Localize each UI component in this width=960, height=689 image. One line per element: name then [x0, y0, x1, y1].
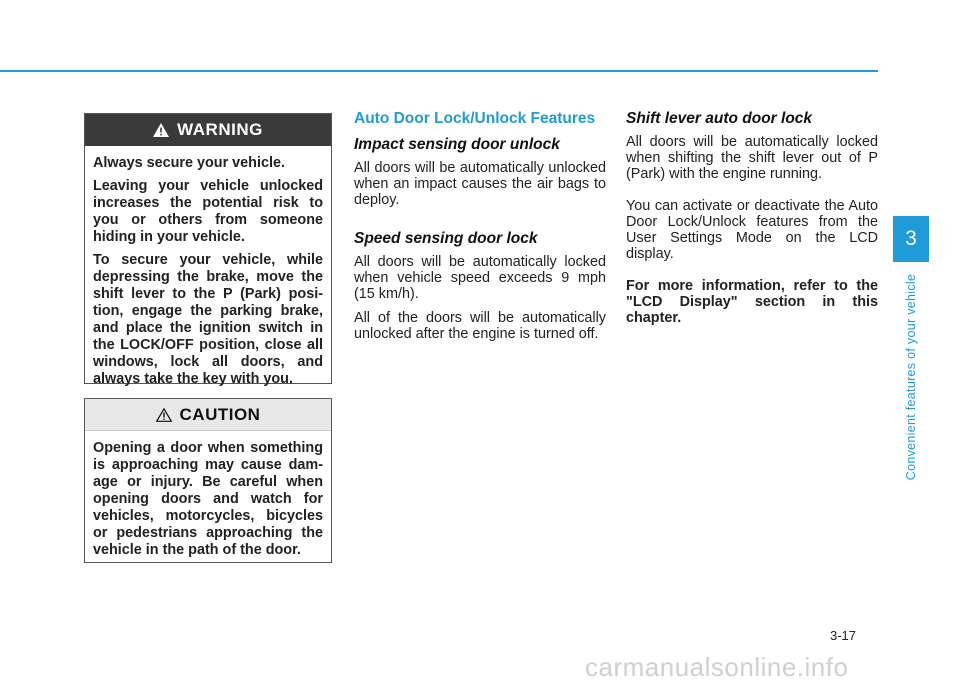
caution-paragraph: Opening a door when something is approaching may cause dam-age or injury. Be careful when opening doors and watch for vehicles, motorcycles, bicycles or pedestrians approaching the vehicle in the path of the door. — [93, 440, 323, 558]
caution-box — [84, 398, 332, 563]
warning-paragraph: Leaving your vehicle unlocked increases the potential risk to you or others from someone hiding in your vehicle. — [93, 178, 323, 245]
shift-text-1: All doors will be automatically locked when shifting the shift lever out of P (Park) with the engine running. — [626, 134, 878, 182]
chapter-tab: 3 — [893, 216, 929, 262]
speed-text-1: All doors will be automatically locked when vehicle speed exceeds 9 mph (15 km/h). — [354, 254, 606, 302]
impact-text: All doors will be automatically unlocked when an impact causes the air bags to deploy. — [354, 160, 606, 208]
shift-heading: Shift lever auto door lock — [626, 110, 813, 127]
warning-title: WARNING — [177, 120, 263, 139]
shift-text-3: For more information, refer to the "LCD Display" section in this chapter. — [626, 278, 878, 326]
shift-text-2: You can activate or deactivate the Auto Door Lock/Unlock features from the User Settings Mode on the LCD display. — [626, 198, 878, 262]
right-column — [626, 110, 878, 334]
warning-triangle-icon — [153, 123, 169, 137]
caution-body — [85, 431, 331, 559]
warning-body — [85, 146, 331, 388]
warning-box — [84, 113, 332, 387]
caution-triangle-icon — [156, 408, 172, 422]
header-rule — [0, 70, 878, 72]
watermark-text: carmanualsonline.info — [585, 652, 849, 682]
chapter-title: Convenient features of your vehicle — [904, 273, 918, 481]
page-number: 3-17 — [830, 628, 857, 643]
section-title: Auto Door Lock/Unlock Features — [354, 110, 596, 127]
speed-heading: Speed sensing door lock — [354, 230, 538, 247]
middle-column — [354, 110, 606, 350]
speed-text-2: All of the doors will be automatically unlocked after the engine is turned off. — [354, 310, 606, 342]
caution-title: CAUTION — [179, 404, 261, 424]
warning-paragraph: To secure your vehicle, while depressing the brake, move the shift lever to the P (Park) posi-tion, engage the parking brake, and place the ignition switch in the LOCK/OFF position, close all windows, lock all doors, and always take the key with you. — [93, 252, 323, 387]
caution-header — [85, 399, 331, 431]
impact-heading: Impact sensing door unlock — [354, 136, 560, 153]
warning-header — [85, 114, 331, 146]
warning-paragraph: Always secure your vehicle. — [93, 155, 285, 171]
